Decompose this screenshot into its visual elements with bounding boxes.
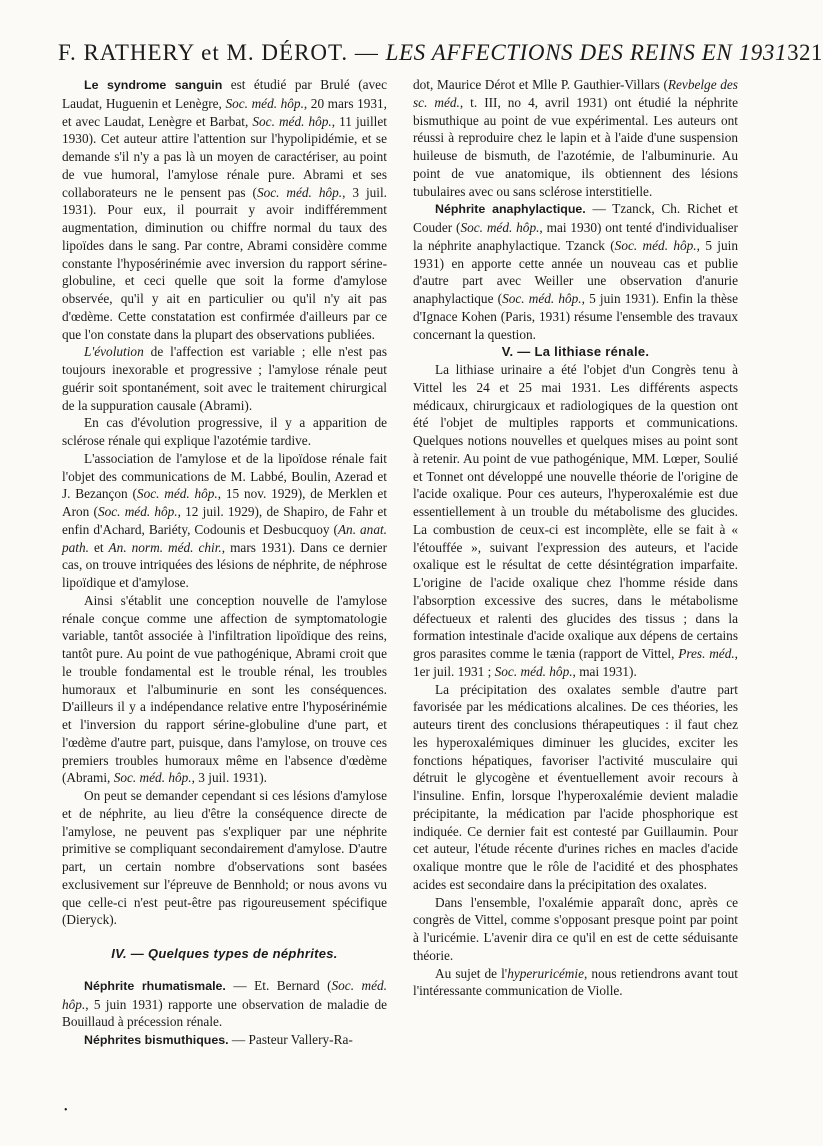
paragraph xyxy=(413,76,738,200)
paragraph xyxy=(62,414,387,450)
text-run: est étudié par Brulé (avec Laudat, Huguenin et Lenègre, xyxy=(62,77,387,111)
paragraph xyxy=(62,450,387,592)
running-header xyxy=(58,40,823,70)
paragraph xyxy=(413,894,738,965)
italic-text: Soc. méd. hôp. xyxy=(614,237,697,253)
text-run: L'association de l'amylose et de la lipoïdose rénale fait l'objet des communications de M. Labbé, Boulin, Azerad et J. Bezançon ( xyxy=(62,450,387,502)
left-column xyxy=(62,76,387,1050)
text-run: de l'affection est variable ; elle n'est pas toujours inexorable et progressive ; l'amylose rénale peut guérir soit spontanément, soit avec le traitement chirurgical de la suppuration causale (Abrami). xyxy=(62,344,387,413)
run-in-heading: Le syndrome sanguin xyxy=(84,78,223,92)
text-run: , mars 1931). Dans ce dernier cas, on trouve intriquées des lésions de néphrite, de néphrose lipoïdique et d'amylose. xyxy=(62,539,388,590)
text-run: Au sujet de l' xyxy=(435,965,508,981)
paragraph xyxy=(62,592,387,787)
paragraph xyxy=(62,76,387,343)
text-run: — Pasteur Vallery-Ra- xyxy=(228,1032,353,1047)
text-run: — Tzanck, Ch. Richet et Couder ( xyxy=(413,201,738,235)
paragraph xyxy=(413,361,738,681)
italic-text: An. anat. path. xyxy=(62,521,388,555)
text-run: , 5 juin 1931) rapporte une observation de maladie de Bouillaud à précession rénale. xyxy=(62,996,387,1030)
italic-text: Pres. méd. xyxy=(678,646,735,661)
italic-text: Soc. méd. hôp. xyxy=(97,504,178,519)
italic-text: Revbelge des sc. méd. xyxy=(413,77,738,110)
text-run: Ainsi s'établit une conception nouvelle de l'amylose rénale conçue comme une affection de symptomatologie variable, tantôt associée à l'infiltration lipoïdique des reins, tantôt pure. Au point de vue pathogénique, Abrami croit que le trouble fondamental est le trouble rénal, les troubles humoraux et l'albuminurie en sont les conséquences. D'ailleurs il y a indépendance relative entre l'hyposérinémie et l'inversion du rapport sérine-globuline d'une part, et l'œdème d'autre part, puisque, dans l'amylose, on trouve ces premiers troubles humoraux même en l'absence d'œdème (Abrami, xyxy=(62,592,387,786)
text-run: , 20 mars 1931, et avec Laudat, Lenègre et Barbat, xyxy=(62,95,388,129)
italic-text: Soc. méd. hôp. xyxy=(502,291,582,306)
paragraph xyxy=(413,965,738,1001)
header-title: F. RATHERY et M. DÉROT. — LES AFFECTIONS DES REINS EN 1931 xyxy=(58,40,788,65)
italic-text: Soc. méd. hôp. xyxy=(494,663,573,679)
text-run: — Et. Bernard ( xyxy=(225,977,332,993)
text-run: , 3 juil. 1931). xyxy=(191,770,267,786)
text-run: , 5 juin 1931) en apporte cette année un nouveau cas et publie d'autre part avec Weiller une observation d'anurie anaphylactique ( xyxy=(413,237,738,306)
text-run: On peut se demander cependant si ces lésions d'amylose et de néphrite, au lieu d'être la conséquence directe de l'amylose, ne peuvent pas s'expliquer par une néphrite primitive se compliquant secondairement d'amylose. D'autre part, un certain nombre d'observations sont basées exclusivement sur l'épreuve de Bennhold; or nous avons vu que celle-ci n'est peut-être pas rigoureusement spécifique (Dieryck). xyxy=(62,788,387,928)
run-in-heading: Néphrite anaphylactique. xyxy=(435,202,586,217)
footer-mark: • xyxy=(64,1105,68,1116)
italic-text: Soc. méd. hôp. xyxy=(225,95,304,111)
paragraph xyxy=(413,200,738,343)
text-run: , 1er juil. 1931 ; xyxy=(413,646,738,679)
header-authors: F. RATHERY et M. DÉROT. xyxy=(58,40,349,65)
text-run: , mai 1930) ont tenté d'individualiser la néphrite anaphylactique. Tzanck ( xyxy=(413,220,738,253)
paragraph xyxy=(62,977,387,1031)
text-run: En cas d'évolution progressive, il y a apparition de sclérose rénale qui explique l'azotémie tardive. xyxy=(62,415,387,448)
text-run: La précipitation des oxalates semble d'autre part favorisée par les médications alcalines. De ces théories, les auteurs tirent des conclusions thérapeutiques : il faut chez les hyperoxalémiques diminuer les glucides, exciter les fonctions hépatiques, favoriser l'activité musculaire qui détruit le glycogène et éventuellement avoir recours à l'insuline. Enfin, lorsque l'hyperoxalémie devient maladie précipitante, la médication par l'acide phosphorique est indiquée. Ce dernier fait est contesté par Guillaumin. Pour cet auteur, l'étude récente d'urines riches en macles d'acide oxalique montre que le rôle de l'acidité et des phosphates acides est secondaire dans la précipitation des oxalates. xyxy=(413,681,738,892)
text-run: , nous retiendrons avant tout l'intéressante communication de Violle. xyxy=(413,965,738,999)
header-article-title: LES AFFECTIONS DES REINS EN 1931 xyxy=(385,40,788,65)
paragraph xyxy=(62,787,387,929)
italic-text: Soc. méd. hôp. xyxy=(62,977,387,1012)
paragraph xyxy=(62,1031,387,1050)
italic-text: Soc. méd. hôp. xyxy=(113,770,192,786)
paragraph xyxy=(62,343,387,414)
section-heading: IV. — Quelques types de néphrites. xyxy=(111,946,338,961)
text-run: , 5 juin 1931). Enfin la thèse d'Ignace Kohen (Paris, 1931) résume l'ensemble des travaux concernant la question. xyxy=(413,291,738,342)
text-run: , mai 1931). xyxy=(572,663,637,679)
text-run: , 12 juil. 1929), de Shapiro, de Fahr et enfin d'Achard, Bariéty, Codounis et Desbucquoy ( xyxy=(62,504,388,537)
text-run: , 3 juil. 1931). Pour eux, il pourrait y avoir indifféremment augmentation, diminution ou chiffre normal du taux des lipoïdes dans le sang. Par contre, Abrami considère comme constante l'hyposérinémie avec inversion du rapport sérine-globuline, et ceci quelle que soit la forme d'amylose observée, qu'il y ait en particulier ou qu'il n'y ait pas d'œdème. Cette constatation est confirmée d'ailleurs par ce que l'on constate dans la plupart des observations publiées. xyxy=(62,184,387,342)
italic-text: hyperuricémie xyxy=(507,965,584,981)
italic-text: L'évolution xyxy=(84,344,144,360)
text-run: , 15 nov. 1929), de Merklen et Aron ( xyxy=(62,486,388,519)
run-in-heading: Néphrite rhumatismale. xyxy=(84,978,226,993)
italic-text: Soc. méd. hôp. xyxy=(252,113,332,129)
text-run: La lithiase urinaire a été l'objet d'un Congrès tenu à Vittel les 24 et 25 mai 1931. Les différents aspects médicaux, chirurgicaux et radiologiques de la question ont été l'objet de multiples rapports et communications. Quelques notions nouvelles et quelques mises au point sont à retenir. Au point de vue pathogénique, MM. Lœper, Soulié et Tonnet ont développé une nouvelle théorie de l'origine de l'acide oxalique. Pour ces auteurs, l'hyperoxalémie est due essentiellement à un trouble du métabolisme des glucides. La combustion de ceux-ci est incomplète, elle se fait à « l'étouffée », suivant l'expression des auteurs, et l'acide oxalique est le résultat de cette désintégration imparfaite. L'origine de l'acide oxalique chez l'homme réside dans l'absorption excessive des sucres, dans le métabolisme défectueux et ralenti des glucides des tissus ; dans la formation intestinale d'acide oxalique aux dépens de certains gros parasites comme le tænia (rapport de Vittel, xyxy=(413,362,738,661)
italic-text: Soc. méd. hôp. xyxy=(256,184,343,200)
text-run: Dans l'ensemble, l'oxalémie apparaît donc, après ce congrès de Vittel, comme s'opposant presque point par point à l'uricémie. L'avenir dira ce qu'il en est de cette séduisante théorie. xyxy=(413,894,738,963)
text-run: , t. III, no 4, avril 1931) ont étudié la néphrite bismuthique au point de vue expérimental. Les auteurs ont réussi à reproduire chez le lapin et à l'aide d'une suspension huileuse de bismuth, de l'azotémie, de l'albuminurie. Au point de vue anatomique, ils obtiennent des lésions tubulaires avec ou sans sclérose interstitielle. xyxy=(413,94,739,199)
italic-text: An. norm. méd. chir. xyxy=(108,539,222,555)
text-run: dot, Maurice Dérot et Mlle P. Gauthier-Villars ( xyxy=(413,77,668,92)
page-number: 321 xyxy=(787,40,823,65)
text-run: et xyxy=(88,539,109,555)
italic-text: Soc. méd. hôp. xyxy=(460,220,540,235)
text-run: , 11 juillet 1930). Cet auteur attire l'attention sur l'hypolipidémie, et se demande s'il n'y a pas là un moyen de caractériser, au point de vue humoral, l'amylose rénale pure. Abrami et ses collaborateurs ne le pensent pas ( xyxy=(62,113,387,200)
right-column xyxy=(413,76,738,1000)
paragraph xyxy=(413,681,738,894)
section-heading: V. — La lithiase rénale. xyxy=(501,344,650,360)
run-in-heading: Néphrites bismuthiques. xyxy=(84,1033,229,1047)
italic-text: Soc. méd. hôp. xyxy=(136,486,218,502)
